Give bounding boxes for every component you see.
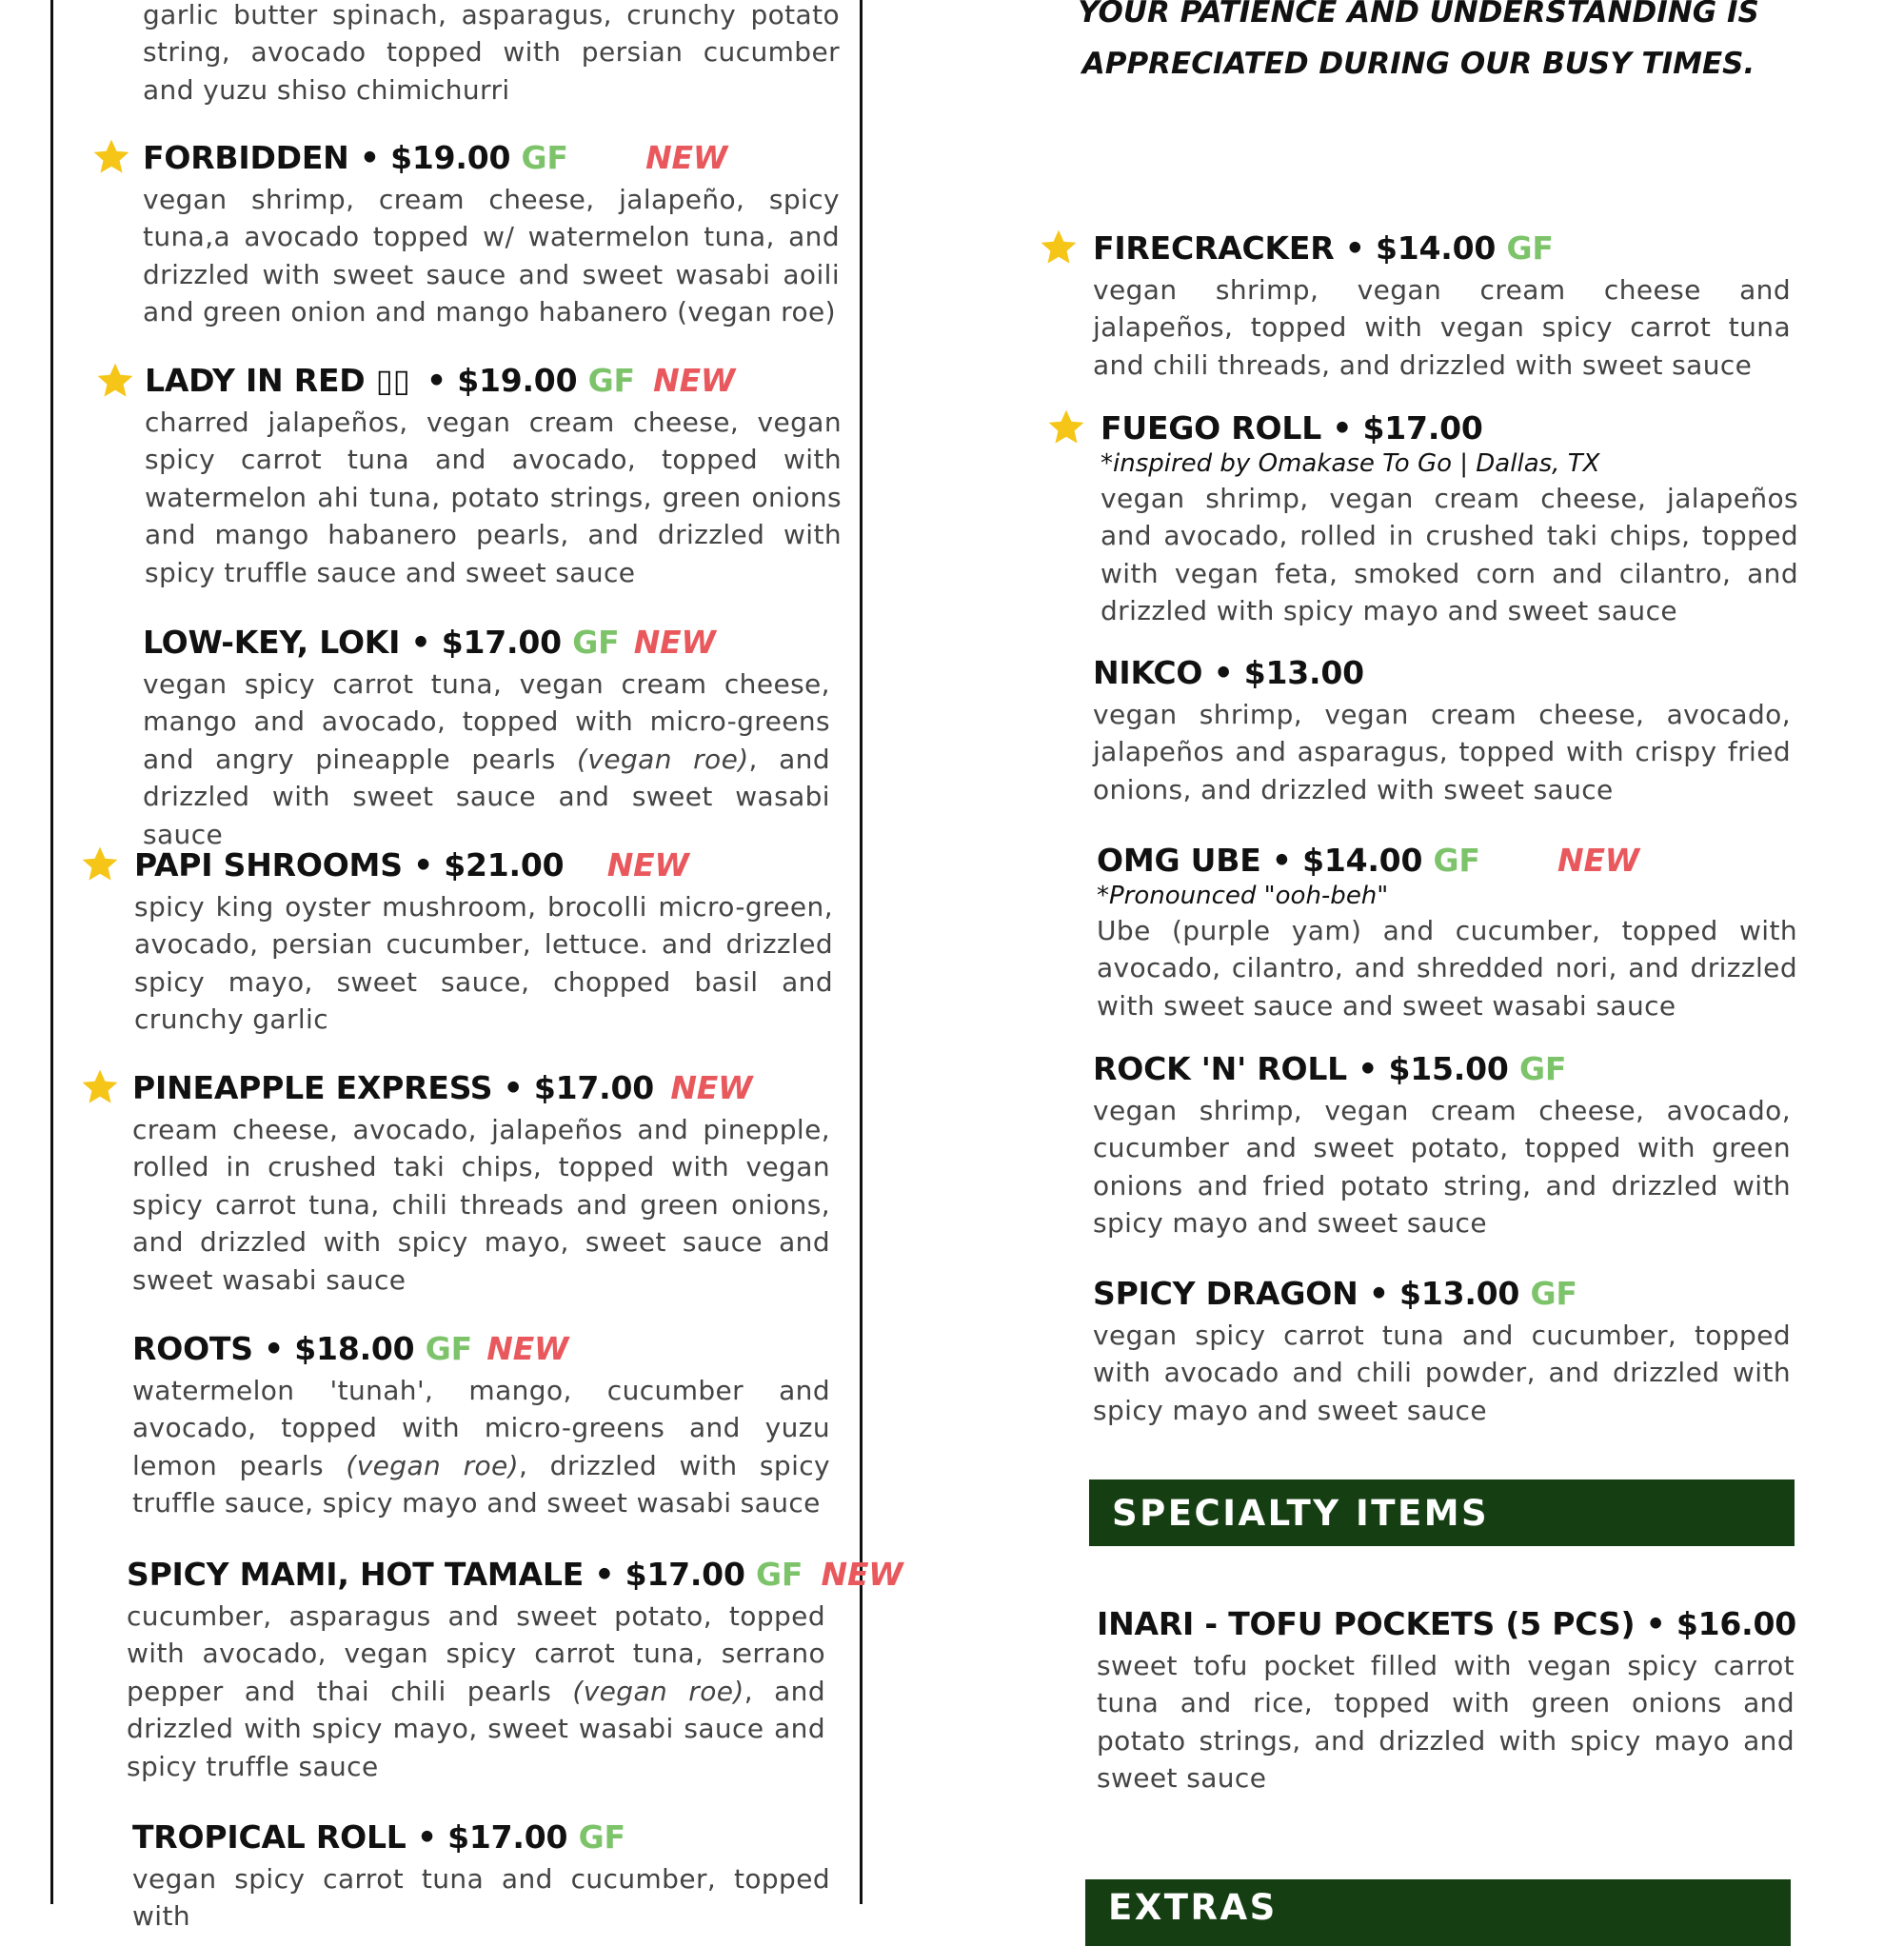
item-title: PAPI SHROOMS • $21.00 NEW	[134, 846, 689, 884]
menu-item-roots	[132, 1330, 830, 1522]
new-badge: NEW	[1557, 842, 1640, 879]
item-name: INARI - TOFU POCKETS (5 PCS)	[1097, 1605, 1636, 1642]
item-description: spicy king oyster mushroom, brocolli micro-green, avocado, persian cucumber, lettuce. and drizzled spicy mayo, sweet sauce, chopped basil and crunchy garlic	[134, 891, 833, 1036]
item-description: cream cheese, avocado, jalapeños and pinepple, rolled in crushed taki chips, topped with vegan spicy carrot tuna, chili threads and green onions, and drizzled with spicy mayo, sweet sauce and sweet wasabi sauce	[132, 1114, 830, 1296]
item-description: vegan shrimp, vegan cream cheese, avocado, cucumber and sweet potato, topped with green onions and fried potato string, and drizzled with spicy mayo and sweet sauce	[1093, 1095, 1791, 1240]
item-name: PAPI SHROOMS	[134, 846, 403, 884]
item-title: INARI - TOFU POCKETS (5 PCS) • $16.00	[1097, 1605, 1796, 1642]
item-price: $14.00	[1302, 842, 1423, 879]
star-icon	[79, 844, 121, 884]
gf-badge: GF	[1506, 229, 1554, 267]
menu-item-nikco	[1093, 654, 1791, 808]
item-description: vegan spicy carrot tuna and cucumber, topped with avocado and chili powder, and drizzled with spicy mayo and sweet sauce	[1093, 1320, 1791, 1426]
star-icon	[1045, 407, 1087, 447]
gf-badge: GF	[521, 139, 568, 176]
patience-notice	[1047, 0, 1790, 89]
item-price: $17.00	[1362, 409, 1483, 447]
menu-item-tropical-roll	[132, 1818, 830, 1936]
item-price: $19.00	[457, 362, 578, 399]
item-price: $16.00	[1676, 1605, 1796, 1642]
item-title: ROCK 'N' ROLL • $15.00 GF	[1093, 1050, 1567, 1087]
item-price: $14.00	[1376, 229, 1497, 267]
gf-badge: GF	[425, 1330, 472, 1367]
gf-badge: GF	[1530, 1275, 1577, 1312]
item-description: garlic butter spinach, asparagus, crunchy potato string, avocado topped with persian cucumber and yuzu shiso chimichurri	[143, 0, 840, 106]
new-badge: NEW	[821, 1556, 903, 1593]
new-badge: NEW	[606, 846, 689, 884]
item-title: TROPICAL ROLL • $17.00 GF	[132, 1818, 625, 1856]
item-description: vegan shrimp, vegan cream cheese, jalapeños and avocado, rolled in crushed taki chips, topped with vegan feta, smoked corn and cilantro, and drizzled with spicy mayo and sweet sauce	[1101, 483, 1798, 627]
item-price: $21.00	[444, 846, 565, 884]
section-title: EXTRAS	[1108, 1887, 1278, 1928]
item-name: OMG UBE	[1097, 842, 1261, 879]
item-description: vegan spicy carrot tuna and cucumber, topped with	[132, 1863, 830, 1933]
gf-badge: GF	[756, 1556, 803, 1593]
menu-item-low-key-loki	[143, 624, 830, 853]
new-badge: NEW	[670, 1069, 753, 1106]
item-title: LOW-KEY, LOKI • $17.00 GF NEW	[143, 624, 716, 661]
item-price: $15.00	[1388, 1050, 1509, 1087]
item-price: $19.00	[390, 139, 511, 176]
star-icon	[90, 137, 132, 177]
menu-item-inari-tofu-pockets	[1097, 1605, 1795, 1797]
item-description: vegan spicy carrot tuna, vegan cream cheese, mango and avocado, topped with micro-greens and angry pineapple pearls (vegan roe), and drizzled with sweet sauce and sweet wasabi sauce	[143, 668, 830, 850]
vegan-roe-note: (vegan roe)	[572, 1675, 744, 1707]
item-title: NIKCO • $13.00	[1093, 654, 1364, 691]
item-title: ROOTS • $18.00 GF NEW	[132, 1330, 569, 1367]
menu-item-spicy-mami-hot-tamale	[127, 1556, 903, 1785]
item-description: charred jalapeños, vegan cream cheese, vegan spicy carrot tuna and avocado, topped with watermelon ahi tuna, potato strings, green onions and mango habanero pearls, and drizzled with spicy truffle sauce and sweet sauce	[145, 407, 842, 588]
gf-badge: GF	[1433, 842, 1480, 879]
menu-item-lady-in-red	[145, 362, 842, 591]
item-title: SPICY DRAGON • $13.00 GF	[1093, 1275, 1577, 1312]
notice-line-2: APPRECIATED DURING OUR BUSY TIMES.	[1081, 47, 1755, 81]
item-title: SPICY MAMI, HOT TAMALE • $17.00 GF NEW	[127, 1556, 903, 1593]
item-title: LADY IN RED ▯▯ • $19.00 GF NEW	[145, 362, 736, 399]
item-description: vegan shrimp, vegan cream cheese, avocado, jalapeños and asparagus, topped with crispy fried onions, and drizzled with sweet sauce	[1093, 699, 1791, 805]
item-price: $17.00	[533, 1069, 655, 1106]
left-border-line	[50, 0, 53, 1904]
item-description: vegan shrimp, vegan cream cheese and jalapeños, topped with vegan spicy carrot tuna and chili threads, and drizzled with sweet sauce	[1093, 274, 1791, 381]
item-name: ROCK 'N' ROLL	[1093, 1050, 1347, 1087]
new-badge: NEW	[486, 1330, 569, 1367]
specialty-items-header	[1089, 1479, 1795, 1546]
item-description: watermelon 'tunah', mango, cucumber and avocado, topped with micro-greens and yuzu lemon pearls (vegan roe), drizzled with spicy truffle sauce, spicy mayo and sweet wasabi sauce	[132, 1375, 831, 1519]
item-price: $17.00	[447, 1818, 568, 1856]
item-name: TROPICAL ROLL	[132, 1818, 407, 1856]
item-name: FUEGO ROLL	[1101, 409, 1322, 447]
menu-item-pineapple-express	[132, 1069, 830, 1299]
section-title: SPECIALTY ITEMS	[1112, 1492, 1490, 1534]
star-icon	[1038, 228, 1080, 268]
item-title: PINEAPPLE EXPRESS • $17.00 NEW	[132, 1069, 753, 1106]
item-name: FORBIDDEN	[143, 139, 349, 176]
notice-line-1: YOUR PATIENCE AND UNDERSTANDING IS	[1078, 0, 1759, 30]
menu-item-spicy-dragon	[1093, 1275, 1791, 1429]
item-name: FIRECRACKER	[1093, 229, 1335, 267]
item-price: $18.00	[294, 1330, 415, 1367]
item-name: LOW-KEY, LOKI	[143, 624, 401, 661]
item-subtitle: *inspired by Omakase To Go | Dallas, TX	[1101, 449, 1600, 478]
menu-item-omg-ube	[1097, 842, 1799, 1024]
item-price: $13.00	[1243, 654, 1364, 691]
item-name: SPICY DRAGON	[1093, 1275, 1359, 1312]
item-description: Ube (purple yam) and cucumber, topped with avocado, cilantro, and shredded nori, and drizzled with sweet sauce and sweet wasabi sauce	[1097, 915, 1797, 1022]
item-name: NIKCO	[1093, 654, 1203, 691]
menu-item-forbidden	[143, 139, 840, 331]
item-title: FORBIDDEN • $19.00 GF NEW	[143, 139, 728, 176]
star-icon	[94, 361, 136, 401]
menu-item-firecracker	[1093, 229, 1791, 384]
item-name: PINEAPPLE EXPRESS	[132, 1069, 493, 1106]
gf-badge: GF	[578, 1818, 625, 1856]
item-description: cucumber, asparagus and sweet potato, topped with avocado, vegan spicy carrot tuna, serrano pepper and thai chili pearls (vegan roe), and drizzled with spicy mayo, sweet wasabi sauce and spicy truffle sauce	[127, 1600, 826, 1782]
item-title: FIRECRACKER • $14.00 GF	[1093, 229, 1554, 267]
new-badge: NEW	[633, 624, 716, 661]
item-price: $17.00	[625, 1556, 745, 1593]
menu-item-papi-shrooms	[134, 846, 833, 1039]
gf-badge: GF	[587, 362, 635, 399]
new-badge: NEW	[653, 362, 736, 399]
new-badge: NEW	[645, 139, 728, 176]
item-subtitle: *Pronounced "ooh-beh"	[1097, 882, 1389, 910]
menu-item-rock-n-roll	[1093, 1050, 1791, 1242]
item-title: OMG UBE • $14.00 GF NEW	[1097, 842, 1640, 879]
item-price: $13.00	[1399, 1275, 1520, 1312]
star-icon	[79, 1067, 121, 1107]
item-title: FUEGO ROLL • $17.00	[1101, 409, 1483, 447]
item-description: sweet tofu pocket filled with vegan spicy carrot tuna and rice, topped with green onions and potato strings, and drizzled with spicy mayo and sweet sauce	[1097, 1650, 1795, 1795]
extras-header	[1085, 1879, 1791, 1946]
vegan-roe-note: (vegan roe)	[346, 1449, 519, 1481]
gf-badge: GF	[1518, 1050, 1567, 1087]
menu-item-fuego-roll	[1101, 409, 1798, 630]
item-price: $17.00	[441, 624, 562, 661]
menu-item-top-fragment	[143, 0, 840, 109]
gf-badge: GF	[572, 624, 620, 661]
item-name: SPICY MAMI, HOT TAMALE	[127, 1556, 585, 1593]
item-name: LADY IN RED ▯▯	[145, 362, 410, 399]
column-divider	[860, 0, 863, 1904]
vegan-roe-note: (vegan roe)	[577, 743, 749, 775]
item-name: ROOTS	[132, 1330, 253, 1367]
item-description: vegan shrimp, cream cheese, jalapeño, spicy tuna,a avocado topped w/ watermelon tuna, and drizzled with sweet sauce and sweet wasabi aoili and green onion and mango habanero (vegan roe)	[143, 184, 840, 328]
